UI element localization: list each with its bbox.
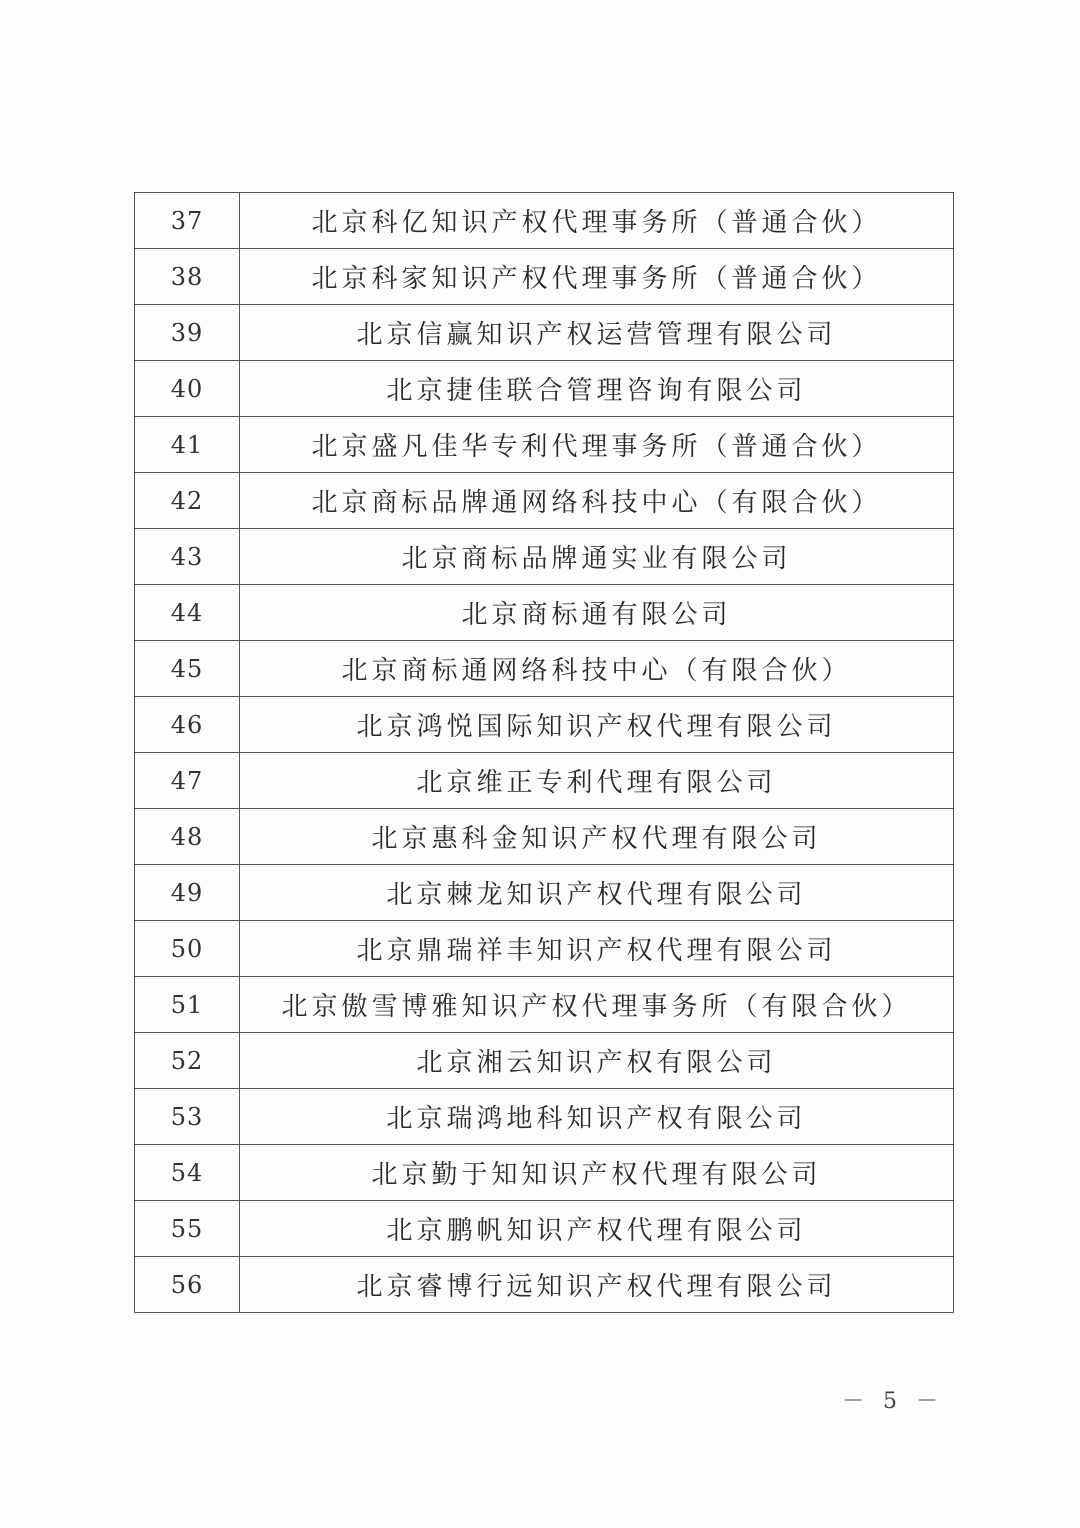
table-row — [135, 865, 954, 921]
row-number: 55 — [135, 1201, 240, 1257]
table-row — [135, 417, 954, 473]
agency-name: 北京傲雪博雅知识产权代理事务所（有限合伙） — [240, 977, 954, 1033]
agency-name: 北京惠科金知识产权代理有限公司 — [240, 809, 954, 865]
agency-name: 北京湘云知识产权有限公司 — [240, 1033, 954, 1089]
agency-name: 北京捷佳联合管理咨询有限公司 — [240, 361, 954, 417]
agency-name: 北京信赢知识产权运营管理有限公司 — [240, 305, 954, 361]
agency-name: 北京睿博行远知识产权代理有限公司 — [240, 1257, 954, 1313]
agency-name: 北京盛凡佳华专利代理事务所（普通合伙） — [240, 417, 954, 473]
agency-name: 北京鸿悦国际知识产权代理有限公司 — [240, 697, 954, 753]
agency-name: 北京鼎瑞祥丰知识产权代理有限公司 — [240, 921, 954, 977]
row-number: 38 — [135, 249, 240, 305]
agency-name: 北京商标通网络科技中心（有限合伙） — [240, 641, 954, 697]
row-number: 45 — [135, 641, 240, 697]
table-row — [135, 641, 954, 697]
row-number: 44 — [135, 585, 240, 641]
row-number: 39 — [135, 305, 240, 361]
row-number: 54 — [135, 1145, 240, 1201]
agency-table-body — [135, 193, 954, 1313]
table-row — [135, 1033, 954, 1089]
table-row — [135, 585, 954, 641]
row-number: 48 — [135, 809, 240, 865]
agency-name: 北京商标品牌通实业有限公司 — [240, 529, 954, 585]
agency-name: 北京鹏帆知识产权代理有限公司 — [240, 1201, 954, 1257]
row-number: 52 — [135, 1033, 240, 1089]
page-number: － 5 － — [842, 1389, 944, 1414]
row-number: 43 — [135, 529, 240, 585]
row-number: 42 — [135, 473, 240, 529]
agency-name: 北京科家知识产权代理事务所（普通合伙） — [240, 249, 954, 305]
table-row — [135, 473, 954, 529]
table-row — [135, 361, 954, 417]
table-row — [135, 249, 954, 305]
agency-name: 北京瑞鸿地科知识产权有限公司 — [240, 1089, 954, 1145]
table-row — [135, 921, 954, 977]
table-row — [135, 753, 954, 809]
table-row — [135, 1201, 954, 1257]
agency-name: 北京科亿知识产权代理事务所（普通合伙） — [240, 193, 954, 249]
row-number: 41 — [135, 417, 240, 473]
row-number: 56 — [135, 1257, 240, 1313]
table-row — [135, 193, 954, 249]
table-row — [135, 977, 954, 1033]
table-row — [135, 1089, 954, 1145]
row-number: 40 — [135, 361, 240, 417]
row-number: 47 — [135, 753, 240, 809]
agency-name: 北京维正专利代理有限公司 — [240, 753, 954, 809]
table-row — [135, 1145, 954, 1201]
table-row — [135, 809, 954, 865]
agency-table — [134, 192, 954, 1313]
row-number: 37 — [135, 193, 240, 249]
row-number: 51 — [135, 977, 240, 1033]
row-number: 53 — [135, 1089, 240, 1145]
row-number: 50 — [135, 921, 240, 977]
table-row — [135, 1257, 954, 1313]
row-number: 49 — [135, 865, 240, 921]
row-number: 46 — [135, 697, 240, 753]
agency-name: 北京商标通有限公司 — [240, 585, 954, 641]
agency-name: 北京商标品牌通网络科技中心（有限合伙） — [240, 473, 954, 529]
table-row — [135, 697, 954, 753]
agency-name: 北京棘龙知识产权代理有限公司 — [240, 865, 954, 921]
table-row — [135, 305, 954, 361]
agency-name: 北京勤于知知识产权代理有限公司 — [240, 1145, 954, 1201]
table-row — [135, 529, 954, 585]
